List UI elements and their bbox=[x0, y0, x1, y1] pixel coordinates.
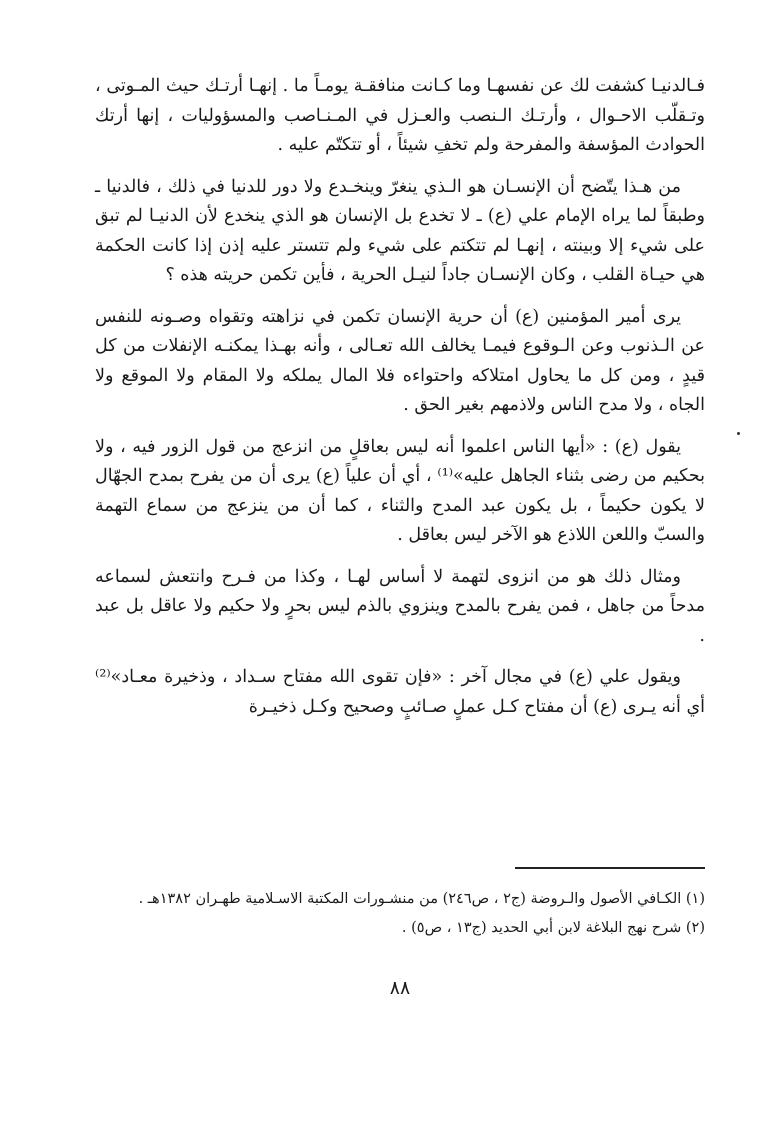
paragraph-5: ومثال ذلك هو من انزوى لتهمة لا أساس لهـا ، وكذا من فـرح وانتعش لسماعه مدحاً من جاهل ، فمن يفرح بالمدح وينزوي بالذم ليس بحرٍ ولا حكيم ولا عاقل بل عبد . bbox=[95, 566, 705, 646]
page-number: ٨٨ bbox=[389, 977, 411, 999]
margin-dot bbox=[737, 432, 740, 435]
footnote-2: (٢) شرح نهج البلاغة لابن أبي الحديد (ج١٣ ، ص٥) . bbox=[401, 920, 705, 936]
body-text bbox=[95, 72, 705, 722]
paragraph-6: ويقول علي (ع) في مجال آخر : «فإن تقوى الله مفتاح سـداد ، وذخيرة معـاد»⁽²⁾ أي أنه يـرى (ع) أن مفتاح كـل عملٍ صـائبٍ وصحيح وكـل ذخيـرة bbox=[95, 667, 705, 717]
footnote-divider bbox=[515, 867, 705, 869]
footnotes bbox=[95, 887, 705, 945]
paragraph-4: يقول (ع) : «أيها الناس اعلموا أنه ليس بعاقلٍ من انزعج من قول الزور فيه ، ولا بحكيم من رضى بثناء الجاهل عليه»⁽¹⁾ ، أي أن علياً (ع) يرى أن من يفرح بمدح الجهّال لا يكون حكيماً ، بل يكون عبد المدح والثناء ، كما أن من ينزعج من سماع التهمة والسبّ واللعن اللاذع هو الآخر ليس بعاقل . bbox=[95, 436, 705, 545]
footnote-1: (١) الكـافي الأصول والـروضة (ج٢ ، ص٢٤٦) من منشـورات المكتبة الاسـلامية طهـران ١٣٨٢هـ . bbox=[138, 891, 705, 907]
book-page bbox=[95, 72, 705, 1052]
paragraph-2: من هـذا يتّضح أن الإنسـان هو الـذي ينغرّ وينخـدع ولا دور للدنيا في ذلك ، فالدنيا ـ وطبقاً لما يراه الإمام علي (ع) ـ لا تخدع بل الإنسان هو الذي ينخدع لأن الدنيـا لم تبق على شيء إلا وبينته ، إنهـا لم تتكتم على شيء ولم تتستر عليه إذن إذا كانت الحكمة هي حيـاة القلب ، وكان الإنسـان جاداً لنيـل الحرية ، فأين تكمن حريته هذه ؟ bbox=[95, 176, 705, 285]
paragraph-3: يرى أمير المؤمنين (ع) أن حرية الإنسان تكمن في نزاهته وتقواه وصـونه للنفس عن الـذنوب وعن الـوقوع فيمـا يخالف الله تعـالى ، وأنه بهـذا يمكنـه الإنفلات من كل قيدٍ ، ومن كل ما يحاول امتلاكه واحتواءه فلا المال يملكه ولا المقام ولا الموقع ولا الجاه ، ولا مدح الناس ولاذمهم بغير الحق . bbox=[95, 306, 705, 415]
paragraph-1: فـالدنيـا كشفت لك عن نفسهـا وما كـانت منافقـة يومـاً ما . إنهـا أرتـك حيث المـوتى ، وتـقلّب الاحـوال ، وأرتـك الـنصب والعـزل في المـنـاصب والمسؤوليات ، إنها أرتك الحوادث المؤسفة والمفرحة ولم تخفِ شيئاً ، أو تتكتّم عليه . bbox=[95, 76, 705, 155]
